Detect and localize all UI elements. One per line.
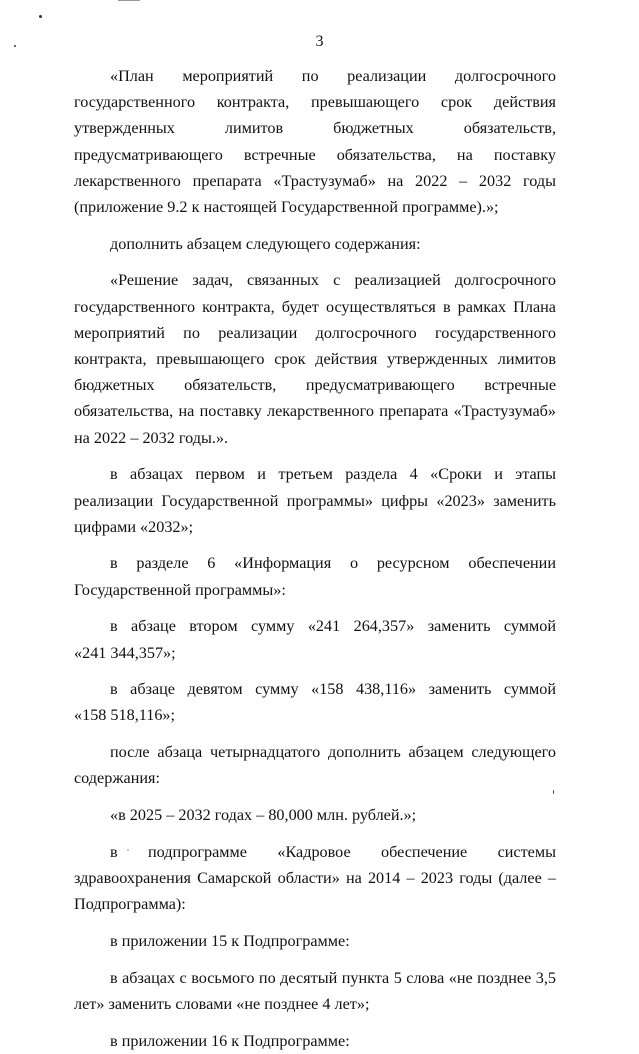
paragraph-line: «158 518,116»; xyxy=(74,706,176,725)
page-number: 3 xyxy=(315,33,324,50)
paragraph: в разделе 6 «Информация о ресурсном обеспечении Государственной программы»: xyxy=(74,554,556,599)
paragraph: в абзацах с восьмого по десятый пункта 5 слова «не позднее 3,5 лет» заменить словами «не позднее 4 лет»; xyxy=(74,968,556,1013)
paragraph: в приложении 15 к Подпрограмме: xyxy=(110,931,350,950)
paragraph-line: в абзаце девятом сумму «158 438,116» заменить суммой xyxy=(110,680,556,699)
paragraph: «Решение задач, связанных с реализацией долгосрочного государственного контракта, будет осуществляться в рамках Плана мероприятий по реализации долгосрочного государственного контракта, превышающего срок действия утвержденных лимитов бюджетных обязательств, предусматривающего встречные обязательства, на поставку лекарственного препарата «Трастузумаб» на 2022 – 2032 годы.». xyxy=(74,271,556,447)
scan-mark xyxy=(118,0,140,1)
paragraph-line: после абзаца четырнадцатого дополнить абзацем следующего xyxy=(110,743,556,762)
paragraph: в абзацах первом и третьем раздела 4 «Сроки и этапы реализации Государственной программы» цифры «2023» заменить цифрами «2032»; xyxy=(74,465,556,536)
paragraph: «План мероприятий по реализации долгосрочного государственного контракта, превышающего срок действия утвержденных лимитов бюджетных обязательств, предусматривающего встречные обязательства, на поставку лекарственного препарата «Трастузумаб» на 2022 – 2032 годы (приложение 9.2 к настоящей Государственной программе).»; xyxy=(74,67,556,217)
paragraph-line: в абзаце втором сумму «241 264,357» заменить суммой xyxy=(110,617,556,636)
paragraph: в приложении 16 к Подпрограмме: xyxy=(110,1031,350,1050)
paragraph: дополнить абзацем следующего содержания: xyxy=(110,234,421,253)
paragraph: «в 2025 – 2032 годах – 80,000 млн. рублей.»; xyxy=(110,806,417,825)
paragraph: в подпрограмме «Кадровое обеспечение системы здравоохранения Самарской области» на 2014 – 2023 годы (далее – Подпрограмма): xyxy=(74,842,556,914)
document-body xyxy=(74,63,556,1054)
scan-speck xyxy=(39,15,42,18)
paragraph-line: «241 344,357»; xyxy=(74,643,176,662)
paragraph-line: содержания: xyxy=(74,769,160,788)
